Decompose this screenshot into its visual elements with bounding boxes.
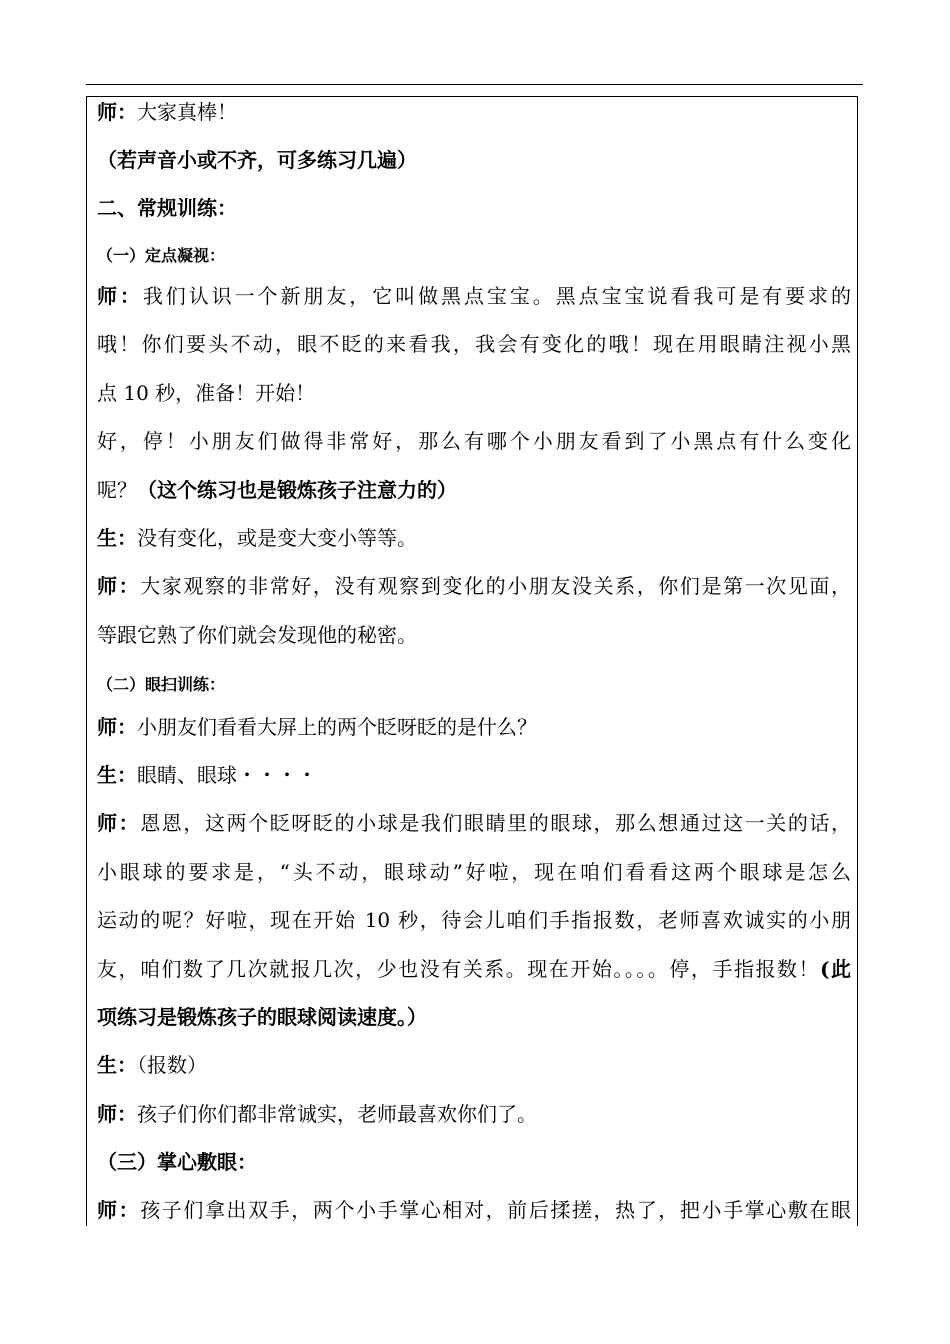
- line-text: 大家观察的非常好，没有观察到变化的小朋友没关系，你们是第一次见面，: [140, 574, 852, 598]
- line-text: （报数）: [137, 1053, 207, 1077]
- line-text: 呢？: [97, 478, 137, 502]
- line-text: 小朋友们看看大屏上的两个眨呀眨的是什么？: [137, 715, 537, 739]
- line-text: 运动的呢？好啦，现在开始 10 秒，待会儿咱们手指报数，老师喜欢诚实的小朋: [97, 908, 851, 932]
- line-text: （二）眼扫训练：: [97, 675, 226, 694]
- line-text: （三）掌心敷眼：: [97, 1150, 257, 1174]
- line-text: 我们认识一个新朋友，它叫做黑点宝宝。黑点宝宝说看我可是有要求的: [142, 284, 851, 308]
- line-text: 点 10 秒，准备！开始！: [97, 381, 316, 405]
- subsection-heading: [97, 673, 851, 697]
- text-line: [97, 381, 851, 405]
- subsection-heading: [97, 1150, 851, 1174]
- line-text: 恩恩，这两个眨呀眨的小球是我们眼睛里的眼球，那么想通过这一关的话，: [140, 811, 852, 835]
- text-line: [97, 100, 851, 124]
- line-text: 等跟它熟了你们就会发现他的秘密。: [97, 623, 417, 647]
- section-heading: [97, 196, 851, 220]
- subsection-heading: [97, 244, 851, 268]
- text-line: [97, 478, 851, 502]
- line-text: 大家真棒！: [137, 100, 237, 124]
- text-line: [97, 1102, 851, 1126]
- teaching-note: (此: [820, 957, 852, 981]
- line-text: （一）定点凝视：: [97, 246, 226, 265]
- speaker-label: 师：: [97, 100, 137, 124]
- teaching-note-line: [97, 1005, 851, 1029]
- line-text: 哦！你们要头不动，眼不眨的来看我，我会有变化的哦！现在用眼睛注视小黑: [97, 332, 851, 356]
- stage-note: [97, 148, 851, 172]
- teaching-note: （这个练习也是锻炼孩子注意力的）: [137, 478, 457, 502]
- text-line: [97, 574, 851, 598]
- speaker-label: 生：: [97, 526, 137, 550]
- line-text: 友，咱们数了几次就报几次，少也没有关系。现在开始。。。。停，手指报数！: [97, 957, 821, 981]
- speaker-label: 师：: [97, 574, 141, 598]
- line-text: （若声音小或不齐，可多练习几遍）: [97, 148, 417, 172]
- text-line: [97, 763, 851, 787]
- text-line: [97, 623, 851, 647]
- document-frame: [86, 96, 858, 1226]
- text-line: [97, 284, 851, 308]
- text-line: [97, 860, 851, 884]
- line-text: 眼睛、眼球・・・・: [137, 763, 317, 787]
- header-rule: [86, 84, 863, 85]
- line-text: 孩子们你们都非常诚实，老师最喜欢你们了。: [137, 1102, 537, 1126]
- speaker-label: 生：: [97, 1053, 137, 1077]
- line-text: 小眼球的要求是，“头不动，眼球动”好啦，现在咱们看看这两个眼球是怎么: [97, 860, 851, 884]
- speaker-label: 师：: [97, 1198, 141, 1222]
- line-text: 二、常规训练：: [97, 196, 237, 220]
- speaker-label: 师：: [97, 1102, 137, 1126]
- text-line: [97, 1053, 851, 1077]
- line-text: 好，停！小朋友们做得非常好，那么有哪个小朋友看到了小黑点有什么变化: [97, 429, 851, 453]
- text-line: [97, 908, 851, 932]
- speaker-label: 师：: [97, 811, 141, 835]
- text-line: [97, 332, 851, 356]
- speaker-label: 师：: [97, 284, 143, 308]
- text-line: [97, 1198, 851, 1222]
- text-line: [97, 715, 851, 739]
- line-text: 没有变化，或是变大变小等等。: [137, 526, 417, 550]
- speaker-label: 师：: [97, 715, 137, 739]
- text-line: [97, 429, 851, 453]
- text-line: [97, 811, 851, 835]
- line-text: 项练习是锻炼孩子的眼球阅读速度。）: [97, 1005, 427, 1029]
- speaker-label: 生：: [97, 763, 137, 787]
- line-text: 孩子们拿出双手，两个小手掌心相对，前后揉搓，热了，把小手掌心敷在眼: [140, 1198, 852, 1222]
- text-line: [97, 957, 851, 981]
- text-line: [97, 526, 851, 550]
